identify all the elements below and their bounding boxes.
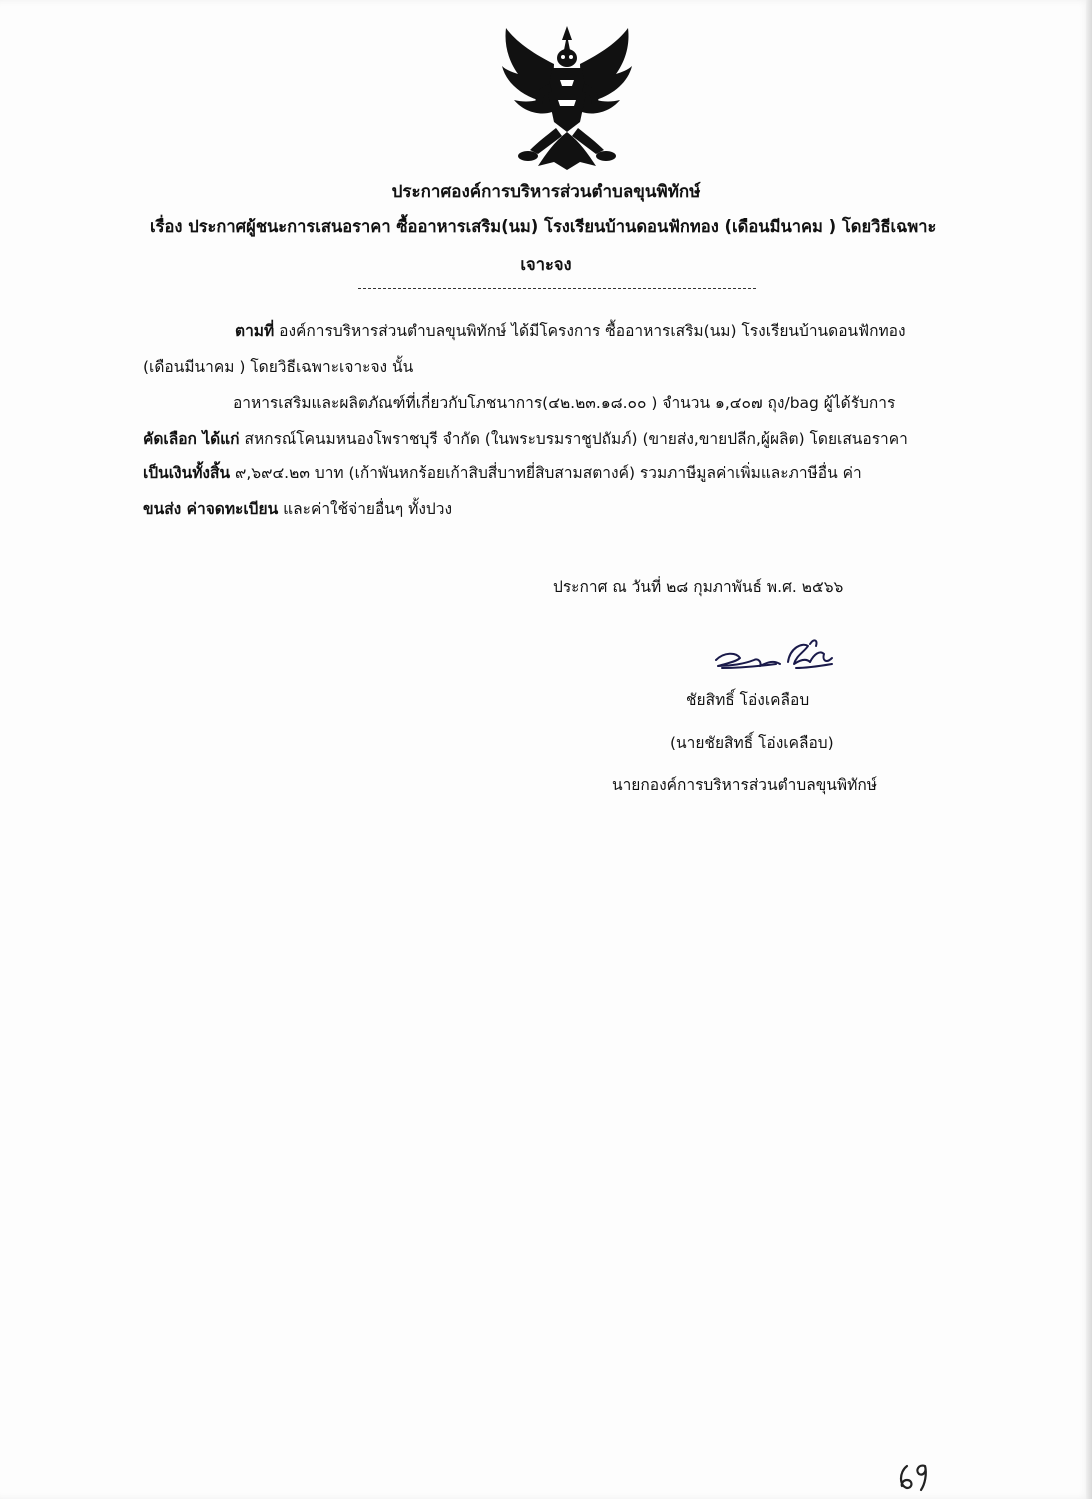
selected-label: คัดเลือก ได้แก่ [143, 430, 240, 448]
announcement-date: ประกาศ ณ วันที่ ๒๘ กุมภาพันธ์ พ.ศ. ๒๕๖๖ [553, 578, 844, 596]
signer-name: ชัยสิทธิ์ โอ่งเคลือบ [686, 691, 810, 709]
selected-vendor: สหกรณ์โคนมหนองโพราชบุรี จำกัด (ในพระบรมราชูปถัมภ์) (ขายส่ง,ขายปลีก,ผู้ผลิต) โดยเสนอราคา [244, 430, 908, 448]
fees-text: และค่าใช้จ่ายอื่นๆ ทั้งปวง [283, 500, 453, 518]
paragraph-2-line-1: อาหารเสริมและผลิตภัณฑ์ที่เกี่ยวกับโภชนาการ(๔๒.๒๓.๑๘.๐๐ ) จำนวน ๑,๔๐๗ ถุง/bag ผู้ได้รับการ [233, 394, 896, 412]
subject-heading: ประกาศผู้ชนะการเสนอราคา [188, 217, 391, 236]
paragraph-1-text: องค์การบริหารส่วนตำบลขุนพิทักษ์ ได้มีโครงการ ซื้ออาหารเสริม(นม) โรงเรียนบ้านดอนฟักทอง [279, 322, 906, 340]
paragraph-2-line-3 [143, 462, 862, 484]
organization-title: ประกาศองค์การบริหารส่วนตำบลขุนพิทักษ์ [391, 182, 701, 202]
garuda-emblem-icon [494, 24, 640, 174]
subject-continuation: เจาะจง [520, 255, 572, 274]
subject-label: เรื่อง [150, 217, 183, 236]
fees-label: ขนส่ง ค่าจดทะเบียน [143, 500, 279, 518]
paragraph-1-lead: ตามที่ [235, 322, 275, 340]
paragraph-1-line-2: (เดือนมีนาคม ) โดยวิธีเฉพาะเจาะจง นั้น [143, 358, 414, 376]
divider [358, 288, 756, 289]
paragraph-2-line-4 [143, 498, 452, 520]
signer-position: นายกองค์การบริหารส่วนตำบลขุนพิทักษ์ [612, 776, 877, 794]
subject-line [150, 214, 960, 240]
handwritten-signature [710, 634, 840, 682]
page-edge [1086, 0, 1092, 1499]
paragraph-1-line-1 [235, 320, 906, 342]
subject-detail: ซื้ออาหารเสริม(นม) โรงเรียนบ้านดอนฟักทอง (เดือนมีนาคม ) โดยวิธีเฉพาะ [396, 217, 937, 236]
total-amount: ๙,๖๙๔.๒๓ บาท (เก้าพันหกร้อยเก้าสิบสี่บาทยี่สิบสามสตางค์) รวมภาษีมูลค่าเพิ่มและภาษีอื่น ค่า [234, 464, 862, 482]
signer-full-name: (นายชัยสิทธิ์ โอ่งเคลือบ) [670, 734, 834, 752]
page-number-mark [895, 1458, 935, 1492]
total-label: เป็นเงินทั้งสิ้น [143, 464, 231, 482]
paragraph-2-line-2 [143, 428, 908, 450]
